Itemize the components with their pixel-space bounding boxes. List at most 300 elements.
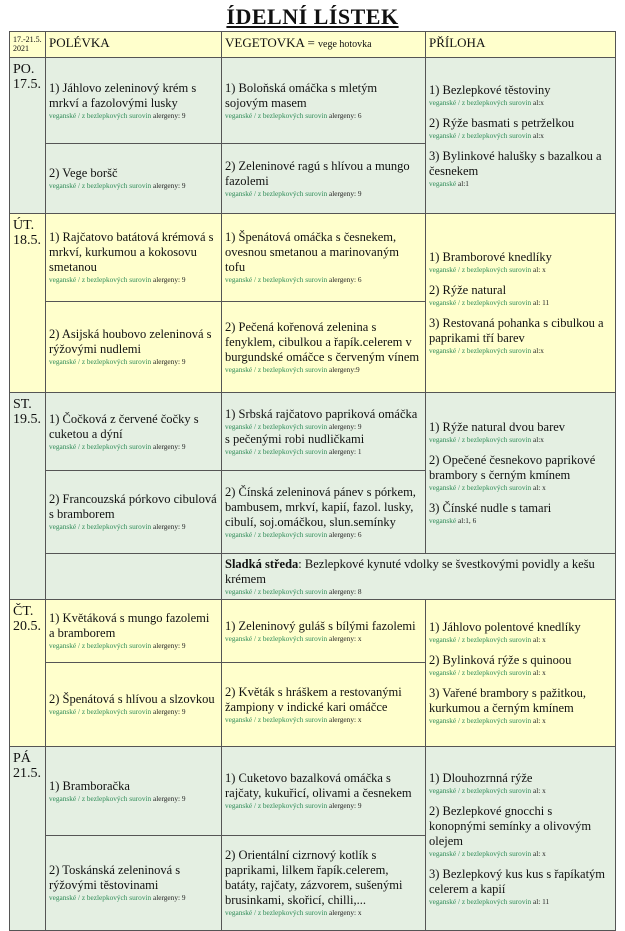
main-item-1 (225, 81, 422, 121)
allergen-codes: alergeny: 9 (152, 522, 186, 531)
side-cell (426, 214, 616, 393)
side-item-3 (429, 316, 612, 356)
allergen-codes: alergeny: 6 (328, 110, 362, 120)
dish-text: 1) Cuketovo bazalková omáčka s rajčaty, kukuřicí, olivami a česnekem (225, 771, 412, 800)
gluten-free-tag: z bezlepkových surovin (461, 716, 532, 725)
allergen-note (225, 111, 422, 121)
main-item-1 (225, 407, 422, 457)
date-range-header: 17.-21.5. 2021 (10, 32, 46, 58)
vegan-tag: veganské (225, 446, 253, 456)
tag-separator: / (456, 668, 462, 677)
vegan-tag: veganské (429, 178, 457, 188)
tag-separator: / (76, 110, 82, 120)
day-date: 18.5. (13, 233, 41, 248)
allergen-note (49, 522, 218, 532)
soup-item-1 (49, 611, 218, 651)
gluten-free-tag: z bezlepkových surovin (461, 896, 532, 906)
gluten-free-tag: z bezlepkových surovin (81, 357, 152, 366)
sweet-text (225, 557, 612, 587)
day-row (10, 393, 616, 471)
gluten-free-tag: z bezlepkových surovin (81, 275, 152, 284)
vegan-tag: veganské (429, 516, 457, 525)
tag-separator: / (456, 848, 462, 858)
sweet-spacer (46, 554, 222, 600)
dish-text: 1) Bramboračka (49, 778, 130, 793)
vegan-tag: veganské (429, 635, 457, 644)
allergen-note (225, 365, 422, 375)
main-item-2 (225, 485, 422, 540)
allergen-codes: alergeny: x (328, 633, 362, 643)
gluten-free-tag: z bezlepkových surovin (257, 586, 328, 596)
soup-item-2 (49, 863, 218, 903)
day-label (10, 58, 46, 214)
vegan-tag: veganské (429, 668, 457, 677)
allergen-codes: alergeny: 9 (152, 110, 186, 120)
tag-separator: / (76, 793, 82, 803)
sweet-label: Sladká středa (225, 556, 299, 571)
main-cell (222, 600, 426, 663)
main-cell (222, 663, 426, 747)
side-cell (426, 600, 616, 747)
allergen-note (49, 357, 218, 367)
side-cell (426, 747, 616, 931)
main-cell (222, 58, 426, 144)
dish-text: 3) Čínské nudle s tamari (429, 501, 552, 515)
soup-cell (46, 471, 222, 554)
gluten-free-tag: z bezlepkových surovin (257, 188, 328, 198)
gluten-free-tag: z bezlepkových surovin (81, 441, 152, 451)
gluten-free-tag: z bezlepkových surovin (257, 633, 328, 643)
allergen-note (429, 98, 612, 108)
dish-text: 1) Srbská rajčatovo papriková omáčka (225, 406, 418, 421)
soup-cell (46, 214, 222, 302)
allergen-codes: al:x (532, 130, 544, 140)
gluten-free-tag: z bezlepkových surovin (461, 97, 532, 107)
allergen-codes: alergeny: 1 (328, 446, 362, 456)
allergen-codes: alergeny: 9 (328, 188, 362, 198)
tag-separator: / (76, 522, 82, 531)
day-row (10, 747, 616, 836)
sweet-wednesday-cell (222, 554, 616, 600)
tag-separator: / (252, 275, 258, 284)
main-cell (222, 747, 426, 836)
dish-text: 3) Bylinkové halušky s bazalkou a česnekem (429, 148, 602, 178)
allergen-codes: al:1 (457, 178, 469, 188)
allergen-note (225, 587, 612, 597)
tag-separator: / (456, 298, 462, 307)
allergen-codes: alergeny: 9 (328, 421, 362, 431)
allergen-note (49, 442, 218, 452)
side-item-1 (429, 620, 612, 645)
tag-separator: / (456, 435, 462, 444)
gluten-free-tag: z bezlepkových surovin (461, 483, 532, 492)
side-cell (426, 393, 616, 554)
tag-separator: / (76, 441, 82, 451)
veg-column-header: VEGETOVKA = vege hotovka (222, 32, 426, 58)
tag-separator: / (252, 364, 258, 374)
allergen-note (49, 181, 218, 191)
main-item-2 (225, 685, 422, 725)
allergen-codes: al: x (532, 635, 546, 644)
gluten-free-tag: z bezlepkových surovin (257, 364, 328, 374)
dish-text: 2) Čínská zeleninová pánev s pórkem, bambusem, mrkví, kapií, fazol. lusky, cibulí, soj.omáčkou, slun.semínky (225, 484, 416, 529)
allergen-note (49, 275, 218, 285)
tag-separator: / (456, 483, 462, 492)
allergen-note (429, 483, 612, 493)
side-item-3 (429, 686, 612, 726)
allergen-note (429, 786, 612, 796)
vegan-tag: veganské (429, 130, 457, 140)
dish-text: 1) Dlouhozrnná rýže (429, 770, 533, 785)
allergen-codes: al: 11 (532, 298, 550, 307)
dish-text: 2) Špenátová s hlívou a slzovkou (49, 692, 215, 706)
dish-text: 1) Bezlepkové těstoviny (429, 82, 551, 97)
allergen-codes: al: x (532, 265, 546, 274)
vegan-tag: veganské (429, 716, 457, 725)
vegan-tag: veganské (429, 483, 457, 492)
dish-text: 1) Bramborové knedlíky (429, 250, 552, 264)
tag-separator: / (456, 97, 462, 107)
dish-text: 1) Zeleninový guláš s bílými fazolemi (225, 618, 416, 633)
vegan-tag: veganské (225, 188, 253, 198)
tag-separator: / (456, 785, 462, 795)
tag-separator: / (252, 188, 258, 198)
dish-text: 2) Bezlepkové gnocchi s konopnými semínky a olivovým olejem (429, 803, 592, 848)
allergen-note (225, 189, 422, 199)
allergen-codes: al:x (532, 346, 544, 355)
dish-text: 2) Opečené česnekovo paprikové brambory s černým kmínem (429, 453, 596, 482)
day-label (10, 214, 46, 393)
day-label (10, 747, 46, 931)
tag-separator: / (252, 714, 258, 724)
allergen-codes: alergeny: 6 (328, 275, 362, 284)
vegan-tag: veganské (49, 893, 77, 902)
dish-text: 1) Jáhlovo polentové knedlíky (429, 620, 581, 634)
gluten-free-tag: z bezlepkových surovin (81, 522, 152, 531)
side-item-3 (429, 867, 612, 907)
gluten-free-tag: z bezlepkových surovin (257, 446, 328, 456)
vegan-tag: veganské (225, 714, 253, 724)
allergen-note (225, 715, 422, 725)
gluten-free-tag: z bezlepkových surovin (257, 275, 328, 284)
soup-item-2 (49, 692, 218, 717)
tag-separator: / (456, 346, 462, 355)
allergen-codes: al:x (532, 97, 544, 107)
day-date: 19.5. (13, 412, 41, 427)
vegan-tag: veganské (429, 97, 457, 107)
sweet-description: : Bezlepkové kynuté vdolky se švestkovými povidly a kešu krémem (225, 556, 595, 586)
dish-text: 2) Rýže natural (429, 283, 507, 297)
side-item-1 (429, 420, 612, 445)
allergen-codes: al: x (532, 716, 546, 725)
side-item-1 (429, 250, 612, 275)
side-column-header: PŘÍLOHA (426, 32, 616, 58)
vegan-tag: veganské (429, 265, 457, 274)
gluten-free-tag: z bezlepkových surovin (257, 714, 328, 724)
tag-separator: / (76, 893, 82, 902)
dish-text: 2) Francouzská pórkovo cibulová s bramborem (49, 492, 217, 521)
gluten-free-tag: z bezlepkových surovin (461, 346, 532, 355)
soup-item-1 (49, 230, 218, 285)
main-item-2 (225, 320, 422, 375)
dish-text: 3) Bezlepkový kus kus s řapíkatým celerem a kapií (429, 866, 606, 896)
gluten-free-tag: z bezlepkových surovin (81, 181, 152, 190)
gluten-free-tag: z bezlepkových surovin (461, 298, 532, 307)
dish-text: 1) Čočková z červené čočky s cuketou a dýní (49, 411, 199, 441)
gluten-free-tag: z bezlepkových surovin (257, 801, 328, 810)
vegan-tag: veganské (225, 633, 253, 643)
soup-cell (46, 393, 222, 471)
allergen-codes: al:1, 6 (457, 516, 477, 525)
dish-text: 2) Květák s hráškem a restovanými žampiony v indické kari omáčce (225, 684, 402, 714)
allergen-codes: alergeny: x (328, 714, 362, 724)
dish-text: 1) Květáková s mungo fazolemi a bramborem (49, 611, 210, 640)
gluten-free-tag: z bezlepkových surovin (461, 785, 532, 795)
side-item-1 (429, 771, 612, 796)
gluten-free-tag: z bezlepkových surovin (461, 635, 532, 644)
side-item-3 (429, 149, 612, 189)
day-label (10, 393, 46, 600)
allergen-note (225, 422, 422, 432)
side-item-2 (429, 283, 612, 308)
dish-text: 2) Asijská houbovo zeleninová s rýžovými nudlemi (49, 327, 212, 356)
tag-separator: / (456, 635, 462, 644)
vegan-tag: veganské (49, 275, 77, 284)
allergen-note (429, 179, 612, 189)
side-item-1 (429, 83, 612, 108)
soup-cell (46, 747, 222, 836)
soup-cell (46, 663, 222, 747)
tag-separator: / (252, 801, 258, 810)
side-item-2 (429, 116, 612, 141)
day-name: ČT. (13, 604, 34, 619)
allergen-note (225, 801, 422, 811)
gluten-free-tag: z bezlepkových surovin (257, 908, 328, 917)
allergen-note (429, 346, 612, 356)
vegan-tag: veganské (429, 346, 457, 355)
side-cell (426, 58, 616, 214)
tag-separator: / (456, 896, 462, 906)
main-item-2 (225, 159, 422, 199)
allergen-codes: alergeny: 9 (152, 793, 186, 803)
vegan-tag: veganské (225, 275, 253, 284)
vegan-tag: veganské (429, 896, 457, 906)
vegan-tag: veganské (429, 435, 457, 444)
gluten-free-tag: z bezlepkových surovin (81, 641, 152, 650)
vegan-tag: veganské (225, 110, 253, 120)
gluten-free-tag: z bezlepkových surovin (81, 707, 152, 716)
allergen-codes: al: x (532, 483, 546, 492)
day-name: ST. (13, 397, 32, 412)
soup-cell (46, 836, 222, 931)
side-item-2 (429, 804, 612, 859)
main-cell (222, 393, 426, 471)
allergen-codes: al: 11 (532, 896, 550, 906)
dish-text: 2) Rýže basmati s petrželkou (429, 115, 575, 130)
vegan-tag: veganské (49, 110, 77, 120)
tag-separator: / (76, 181, 82, 190)
allergen-note (49, 111, 218, 121)
allergen-note (429, 849, 612, 859)
allergen-codes: alergeny: 9 (152, 181, 186, 190)
day-row (10, 214, 616, 302)
main-item-1 (225, 771, 422, 811)
day-name: PO. (13, 62, 35, 77)
vegan-tag: veganské (49, 181, 77, 190)
vegan-tag: veganské (49, 707, 77, 716)
allergen-codes: alergeny: 9 (152, 893, 186, 902)
gluten-free-tag: z bezlepkových surovin (81, 793, 152, 803)
tag-separator: / (76, 275, 82, 284)
tag-separator: / (252, 529, 258, 539)
side-item-2 (429, 453, 612, 493)
side-item-3 (429, 501, 612, 526)
menu-title: ÍDELNÍ LÍSTEK (226, 4, 399, 29)
sweet-row (10, 554, 616, 600)
tag-separator: / (76, 707, 82, 716)
day-name: PÁ (13, 751, 31, 766)
main-cell (222, 302, 426, 393)
main-item-1 (225, 230, 422, 285)
day-date: 20.5. (13, 619, 41, 634)
allergen-codes: alergeny: 9 (152, 275, 186, 284)
allergen-note (225, 908, 422, 918)
dish-text: 2) Pečená kořenová zelenina s fenyklem, cibulkou a řapík.celerem v burgundské omáčce s červeným vínem (225, 319, 420, 364)
soup-item-2 (49, 327, 218, 367)
dish-text: 2) Orientální cizrnový kotlík s paprikami, lilkem řapík.celerem, batáty, rajčaty, zázvorem, sušenými brusinkami, skořicí, chilli,... (225, 848, 403, 907)
tag-separator: / (252, 633, 258, 643)
main-cell (222, 214, 426, 302)
allergen-note (429, 716, 612, 726)
vegan-tag: veganské (49, 441, 77, 451)
menu-table (9, 31, 616, 931)
dish-text: 3) Restovaná pohanka s cibulkou a paprikami tří barev (429, 316, 604, 345)
gluten-free-tag: z bezlepkových surovin (81, 893, 152, 902)
soup-item-1 (49, 779, 218, 804)
day-date: 17.5. (13, 77, 41, 92)
allergen-codes: alergeny: 8 (328, 586, 362, 596)
dish-text: 2) Vege boršč (49, 166, 118, 180)
tag-separator: / (76, 641, 82, 650)
dish-text: 3) Vařené brambory s pažitkou, kurkumou a černým kmínem (429, 686, 587, 715)
gluten-free-tag: z bezlepkových surovin (81, 110, 152, 120)
main-item-2 (225, 848, 422, 918)
allergen-note (49, 893, 218, 903)
dish-text: 1) Rýže natural dvou barev (429, 420, 566, 434)
allergen-codes: alergeny: 9 (152, 357, 186, 366)
allergen-codes: al: x (532, 785, 546, 795)
tag-separator: / (252, 908, 258, 917)
tag-separator: / (456, 265, 462, 274)
gluten-free-tag: z bezlepkových surovin (461, 668, 532, 677)
dish-text: 2) Zeleninové ragú s hlívou a mungo fazolemi (225, 158, 410, 188)
dish-text-continued: s pečenými robi nudličkami (225, 431, 365, 446)
day-label (10, 600, 46, 747)
day-name: ÚT. (13, 218, 35, 233)
soup-item-2 (49, 166, 218, 191)
allergen-codes: alergeny: x (328, 908, 362, 917)
vegan-tag: veganské (225, 529, 253, 539)
side-item-2 (429, 653, 612, 678)
allergen-note (429, 298, 612, 308)
allergen-codes: al: x (532, 668, 546, 677)
vegan-tag: veganské (49, 522, 77, 531)
allergen-note (49, 641, 218, 651)
dish-text: 1) Boloňská omáčka s mletým sojovým masem (225, 80, 378, 110)
allergen-note (225, 530, 422, 540)
allergen-note (429, 668, 612, 678)
day-date: 21.5. (13, 766, 41, 781)
gluten-free-tag: z bezlepkových surovin (461, 130, 532, 140)
tag-separator: / (456, 716, 462, 725)
header-row (10, 32, 616, 58)
allergen-note (49, 707, 218, 717)
vegan-tag: veganské (49, 641, 77, 650)
allergen-note (49, 794, 218, 804)
vegan-tag: veganské (225, 421, 253, 431)
vegan-tag: veganské (429, 298, 457, 307)
allergen-note (429, 635, 612, 645)
vegan-tag: veganské (225, 908, 253, 917)
soup-cell (46, 302, 222, 393)
soup-item-1 (49, 81, 218, 121)
main-item-1 (225, 619, 422, 644)
allergen-codes: alergeny:9 (328, 364, 360, 374)
tag-separator: / (252, 110, 258, 120)
allergen-codes: alergeny: 9 (152, 441, 186, 451)
vegan-tag: veganské (49, 357, 77, 366)
gluten-free-tag: z bezlepkových surovin (461, 435, 532, 444)
gluten-free-tag: z bezlepkových surovin (257, 110, 328, 120)
allergen-note (225, 447, 422, 457)
allergen-note (429, 265, 612, 275)
main-cell (222, 144, 426, 214)
soup-cell (46, 600, 222, 663)
dish-text: 2) Bylinková rýže s quinoou (429, 653, 572, 667)
allergen-note (429, 435, 612, 445)
tag-separator: / (252, 586, 258, 596)
allergen-note (225, 275, 422, 285)
soup-item-1 (49, 412, 218, 452)
allergen-note (429, 516, 612, 526)
allergen-codes: alergeny: 9 (152, 707, 186, 716)
allergen-note (225, 634, 422, 644)
dish-text: 2) Toskánská zeleninová s rýžovými těstovinami (49, 863, 181, 892)
allergen-codes: alergeny: 6 (328, 529, 362, 539)
vegan-tag: veganské (225, 801, 253, 810)
allergen-note (429, 897, 612, 907)
dish-text: 1) Špenátová omáčka s česnekem, ovesnou smetanou a marinovaným tofu (225, 230, 399, 274)
allergen-note (429, 131, 612, 141)
tag-separator: / (456, 130, 462, 140)
vegan-tag: veganské (225, 364, 253, 374)
allergen-codes: al: x (532, 848, 546, 858)
day-row (10, 600, 616, 663)
dish-text: 1) Jáhlovo zeleninový krém s mrkví a fazolovými lusky (49, 80, 197, 110)
main-cell (222, 471, 426, 554)
allergen-codes: alergeny: 9 (328, 801, 362, 810)
day-row (10, 58, 616, 144)
allergen-codes: alergeny: 9 (152, 641, 186, 650)
gluten-free-tag: z bezlepkových surovin (461, 848, 532, 858)
tag-separator: / (252, 446, 258, 456)
vegan-tag: veganské (49, 793, 77, 803)
vegan-tag: veganské (225, 586, 253, 596)
soup-cell (46, 144, 222, 214)
gluten-free-tag: z bezlepkových surovin (257, 421, 328, 431)
tag-separator: / (76, 357, 82, 366)
soup-item-2 (49, 492, 218, 532)
